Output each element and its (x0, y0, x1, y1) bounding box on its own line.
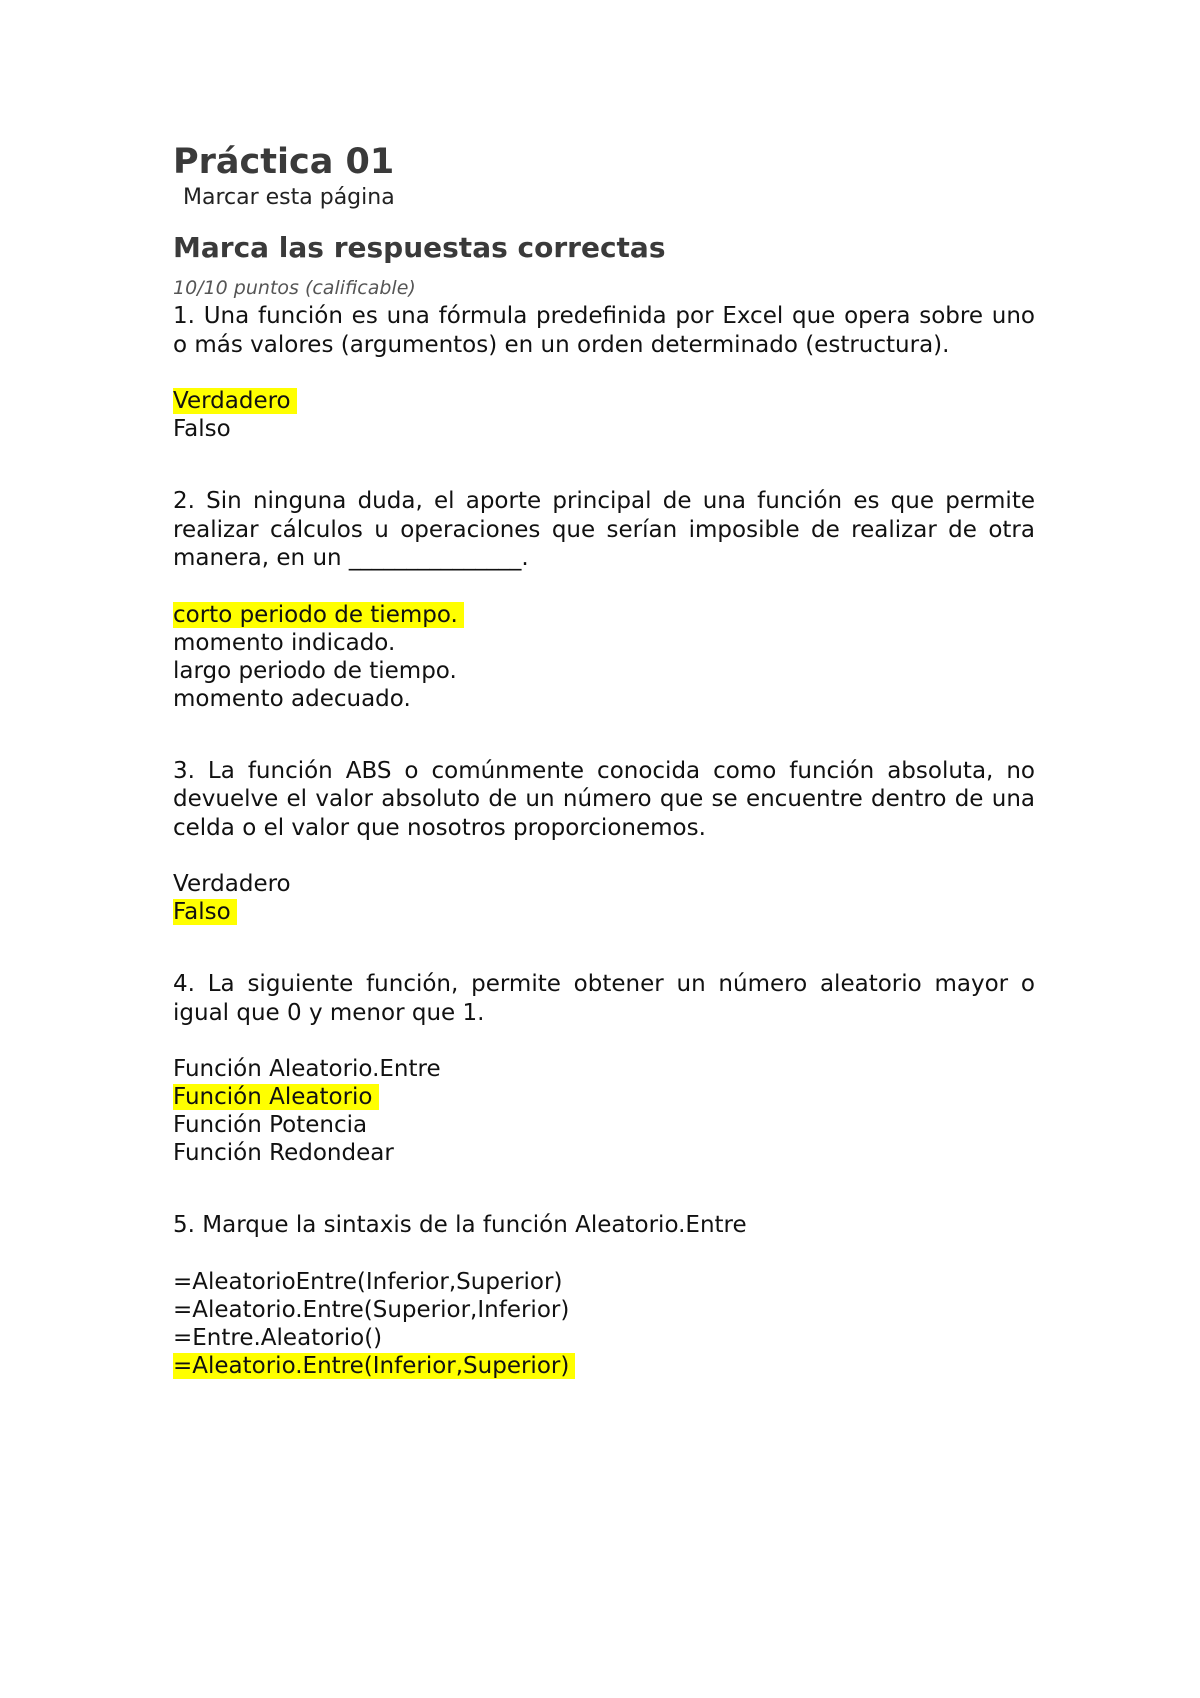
question-1 (173, 302, 1035, 443)
question-text: 4. La siguiente función, permite obtener un número aleatorio mayor o igual que 0 y menor que 1. (173, 971, 1035, 1026)
question-text: 2. Sin ninguna duda, el aporte principal de una función es que permite realizar cálculos u operaciones que serían imposible de realizar de otra manera, en un _______________. (173, 488, 1035, 571)
answer-option[interactable]: =Aleatorio.Entre(Superior,Inferior) (173, 1296, 570, 1323)
answer-option[interactable]: momento adecuado. (173, 685, 411, 712)
answer-options (173, 1268, 1035, 1380)
question-4 (173, 970, 1035, 1167)
answer-option[interactable]: momento indicado. (173, 629, 396, 656)
answer-option[interactable]: Función Potencia (173, 1112, 368, 1138)
answer-option-correct[interactable]: Falso (173, 898, 1035, 926)
answer-option[interactable]: Función Aleatorio.Entre (173, 1056, 441, 1082)
question-text: 1. Una función es una fórmula predefinida por Excel que opera sobre uno o más valores (argumentos) en un orden determinado (estructura). (173, 303, 1035, 358)
answer-options (173, 870, 1035, 926)
answer-option-correct[interactable]: Función Aleatorio (173, 1083, 1035, 1111)
answer-option[interactable]: =AleatorioEntre(Inferior,Superior) (173, 1268, 563, 1295)
answer-option-correct[interactable]: corto periodo de tiempo. (173, 601, 1035, 629)
section-subtitle: Marca las respuestas correctas (173, 231, 666, 264)
answer-option[interactable]: Falso (173, 416, 231, 442)
answer-option[interactable]: Función Redondear (173, 1140, 394, 1166)
bookmark-link[interactable]: Marcar esta página (183, 185, 395, 210)
question-5 (173, 1211, 1035, 1380)
answer-options (173, 1055, 1035, 1167)
page-title: Práctica 01 (173, 142, 395, 182)
answer-options (173, 601, 1035, 713)
answer-option[interactable]: =Entre.Aleatorio() (173, 1324, 383, 1351)
points-label: 10/10 puntos (calificable) (173, 277, 416, 299)
document-page (173, 140, 1035, 1380)
answer-option-correct[interactable]: Verdadero (173, 387, 1035, 415)
question-text: 5. Marque la sintaxis de la función Aleatorio.Entre (173, 1212, 747, 1238)
question-text: 3. La función ABS o comúnmente conocida como función absoluta, no devuelve el valor absoluto de un número que se encuentre dentro de una celda o el valor que nosotros proporcionemos. (173, 757, 1035, 841)
answer-option[interactable]: largo periodo de tiempo. (173, 657, 457, 684)
answer-option[interactable]: Verdadero (173, 871, 291, 897)
answer-options (173, 387, 1035, 443)
question-3 (173, 757, 1035, 927)
question-2 (173, 487, 1035, 713)
answer-option-correct[interactable]: =Aleatorio.Entre(Inferior,Superior) (173, 1352, 1035, 1380)
